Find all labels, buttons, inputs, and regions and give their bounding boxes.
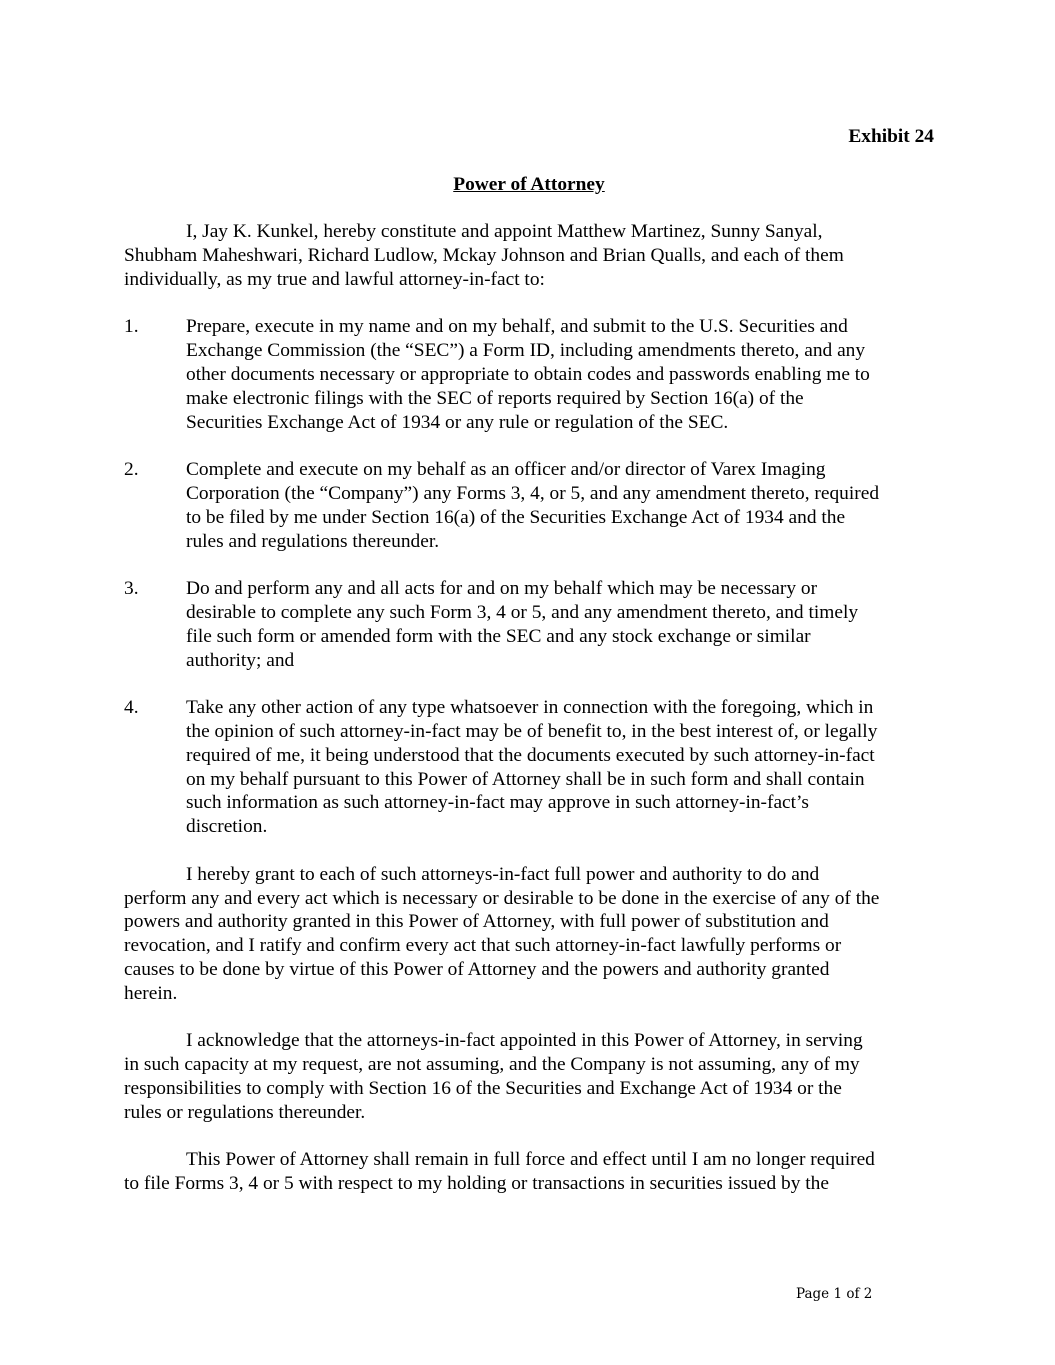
text-line: individually, as my true and lawful attorney-in-fact to: [124, 268, 545, 290]
text-line: desirable to complete any such Form 3, 4 or 5, and any amendment thereto, and timely [186, 601, 859, 623]
text-line: revocation, and I ratify and confirm every act that such attorney-in-fact lawfully performs or [124, 935, 842, 957]
text-line: rules and regulations thereunder. [186, 530, 440, 552]
list-item [124, 577, 934, 672]
exhibit-label: Exhibit 24 [848, 126, 934, 147]
text-line: Take any other action of any type whatsoever in connection with the foregoing, which in [186, 697, 874, 719]
text-line: perform any and every act which is necessary or desirable to be done in the exercise of any of the [124, 887, 880, 909]
text-line: Securities Exchange Act of 1934 or any rule or regulation of the SEC. [186, 411, 729, 433]
list-item [124, 458, 934, 553]
paragraph [124, 1029, 934, 1124]
text-line: Shubham Maheshwari, Richard Ludlow, Mckay Johnson and Brian Qualls, and each of them [124, 244, 844, 266]
list-item [124, 696, 934, 839]
list-item [124, 315, 934, 434]
document-title: Power of Attorney [453, 173, 605, 195]
intro-paragraph [124, 220, 934, 315]
text-line: make electronic filings with the SEC of reports required by Section 16(a) of the [186, 387, 804, 409]
text-line: responsibilities to comply with Section 16 of the Securities and Exchange Act of 1934 or the [124, 1077, 842, 1099]
text-line: herein. [124, 982, 178, 1004]
text-line: discretion. [186, 816, 268, 838]
list-item-number: 1. [124, 316, 139, 338]
text-line: Prepare, execute in my name and on my behalf, and submit to the U.S. Securities and [186, 316, 848, 338]
list-item-number: 2. [124, 459, 139, 481]
text-line: I, Jay K. Kunkel, hereby constitute and appoint Matthew Martinez, Sunny Sanyal, [186, 221, 823, 243]
text-line: the opinion of such attorney-in-fact may be of benefit to, in the best interest of, or legally [186, 720, 878, 742]
text-line: powers and authority granted in this Power of Attorney, with full power of substitution and [124, 911, 829, 933]
body-paragraphs [124, 863, 934, 1196]
text-line: to be filed by me under Section 16(a) of the Securities Exchange Act of 1934 and the [186, 506, 846, 528]
text-line: to file Forms 3, 4 or 5 with respect to my holding or transactions in securities issued by the [124, 1173, 829, 1195]
text-line: I acknowledge that the attorneys-in-fact appointed in this Power of Attorney, in serving [186, 1030, 863, 1052]
list-item-number: 3. [124, 578, 139, 600]
text-line: This Power of Attorney shall remain in full force and effect until I am no longer required [186, 1149, 875, 1171]
paragraph [124, 1148, 934, 1196]
text-line: required of me, it being understood that the documents executed by such attorney-in-fact [186, 744, 875, 766]
text-line: causes to be done by virtue of this Power of Attorney and the powers and authority granted [124, 958, 830, 980]
text-line: Complete and execute on my behalf as an officer and/or director of Varex Imaging [186, 459, 826, 481]
document-page [124, 125, 934, 1196]
text-line: file such form or amended form with the SEC and any stock exchange or similar [186, 625, 811, 647]
page-number: Page 1 of 2 [796, 1286, 873, 1302]
paragraph [124, 863, 934, 1006]
text-line: on my behalf pursuant to this Power of Attorney shall be in such form and shall contain [186, 768, 865, 790]
text-line: in such capacity at my request, are not assuming, and the Company is not assuming, any of my [124, 1054, 860, 1076]
list-item-number: 4. [124, 697, 139, 719]
text-line: authority; and [186, 649, 295, 671]
text-line: Corporation (the “Company”) any Forms 3, 4, or 5, and any amendment thereto, required [186, 482, 880, 504]
text-line: such information as such attorney-in-fact may approve in such attorney-in-fact’s [186, 792, 809, 814]
text-line: rules or regulations thereunder. [124, 1101, 366, 1123]
numbered-list [124, 315, 934, 862]
text-line: I hereby grant to each of such attorneys-in-fact full power and authority to do and [186, 863, 820, 885]
text-line: Do and perform any and all acts for and on my behalf which may be necessary or [186, 578, 818, 600]
text-line: other documents necessary or appropriate to obtain codes and passwords enabling me to [186, 363, 870, 385]
text-line: Exchange Commission (the “SEC”) a Form ID, including amendments thereto, and any [186, 340, 866, 362]
